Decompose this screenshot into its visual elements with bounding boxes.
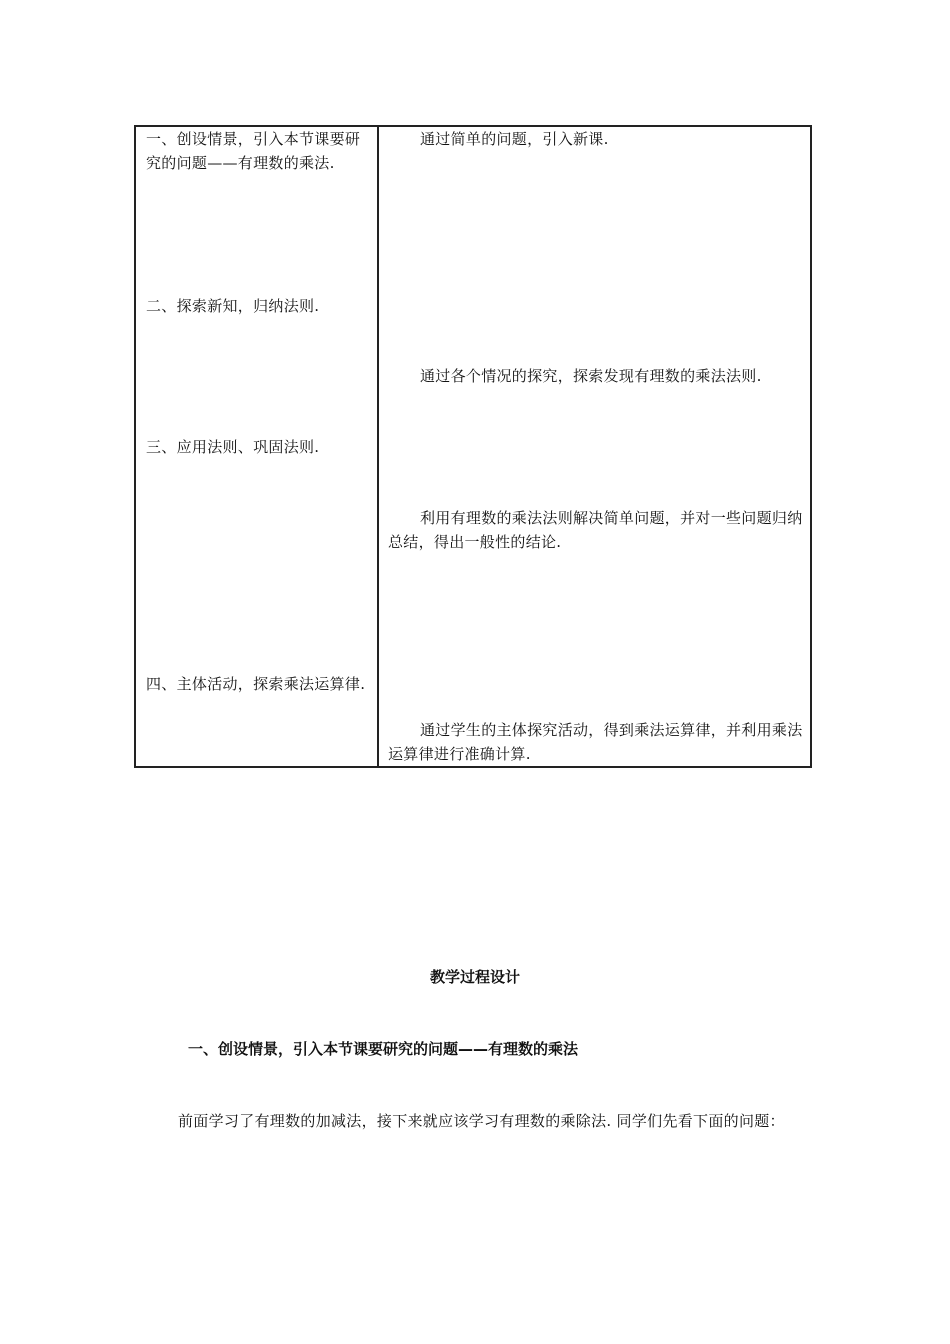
row-4-intent: 通过学生的主体探究活动，得到乘法运算律，并利用乘法运算律进行准确计算. — [388, 721, 803, 763]
row-4-stage: 四、主体活动，探索乘法运算律. — [146, 675, 366, 693]
row-2-intent: 通过各个情况的探究，探索发现有理数的乘法法则. — [420, 367, 762, 385]
row-1-intent: 通过简单的问题，引入新课. — [420, 130, 609, 148]
row-2-stage: 二、探索新知，归纳法则. — [146, 297, 320, 315]
row-3-stage: 三、应用法则、巩固法则. — [146, 438, 320, 456]
column-divider — [377, 125, 379, 768]
row-3-intent: 利用有理数的乘法法则解决简单问题，并对一些问题归纳总结，得出一般性的结论. — [388, 509, 803, 551]
section-title: 教学过程设计 — [429, 968, 520, 986]
intro-paragraph: 前面学习了有理数的加减法，接下来就应该学习有理数的乘除法. 同学们先看下面的问题： — [178, 1112, 785, 1130]
section-subheading: 一、创设情景，引入本节课要研究的问题——有理数的乘法 — [188, 1040, 579, 1058]
row-1-stage: 一、创设情景，引入本节课要研究的问题——有理数的乘法. — [146, 130, 361, 172]
